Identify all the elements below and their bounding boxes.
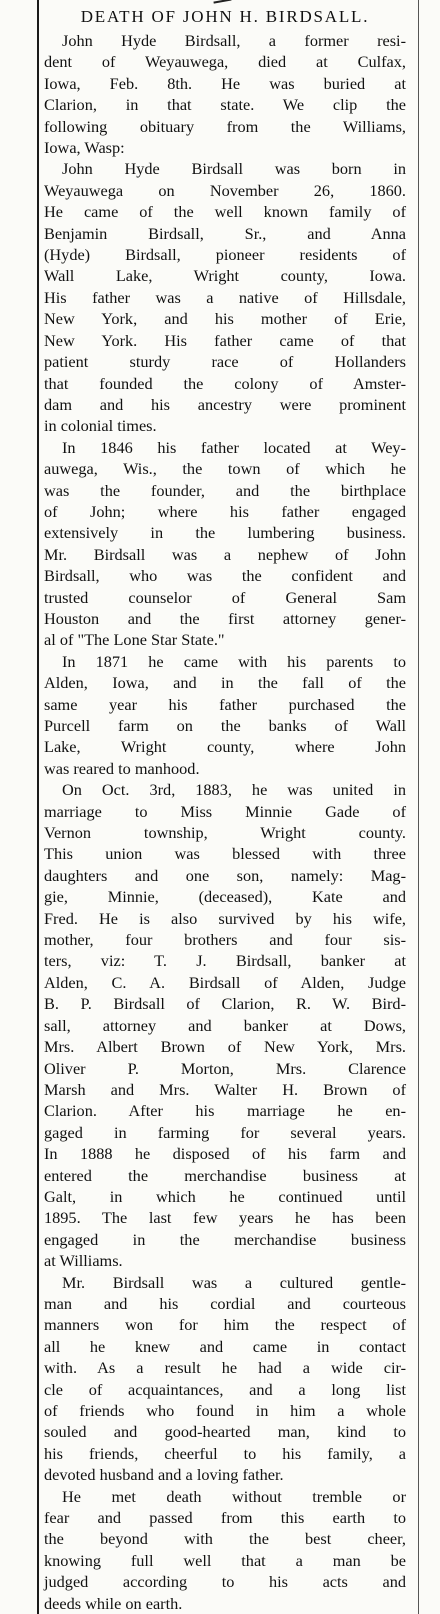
text-line: dam and his ancestry were prominent [44, 394, 406, 414]
text-line: extensively in the lumbering business. [44, 523, 406, 543]
text-line: judged according to his acts and [44, 1572, 406, 1592]
text-line: in colonial times. [44, 416, 157, 436]
text-line: was reared to manhood. [44, 758, 200, 778]
text-line: John Hyde Birdsall, a former resi- [62, 31, 406, 50]
text-line: manners won for him the respect of [44, 1315, 406, 1335]
text-line: at Williams. [44, 1251, 123, 1271]
text-line: marriage to Miss Minnie Gade of [44, 801, 406, 821]
text-line: with. As a result he had a wide cir- [44, 1358, 406, 1378]
text-line: He met death without tremble or [62, 1486, 406, 1506]
text-line: Benjamin Birdsall, Sr., and Anna [44, 223, 406, 243]
text-line: was the founder, and the birthplace [44, 480, 406, 500]
column-rule-left [37, 0, 39, 1614]
text-line: gaged in farming for several years. [44, 1122, 406, 1142]
article-paragraph [44, 779, 406, 1271]
text-line: Alden, C. A. Birdsall of Alden, Judge [44, 972, 406, 992]
text-line: al of "The Lone Star State." [44, 630, 225, 650]
text-line: This union was blessed with three [44, 844, 406, 864]
text-line: John Hyde Birdsall was born in [62, 159, 406, 179]
text-line: all he knew and came in contact [44, 1336, 406, 1356]
text-line: mother, four brothers and four sis- [44, 930, 406, 950]
column-rule-right [418, 0, 419, 1614]
text-line: Mr. Birdsall was a cultured gentle- [62, 1272, 406, 1292]
article-paragraph [44, 1272, 406, 1486]
text-line: His father was a native of Hillsdale, [44, 287, 406, 307]
text-line: Marsh and Mrs. Walter H. Brown of [44, 1079, 406, 1099]
text-line: sall, attorney and banker at Dows, [44, 1015, 406, 1035]
text-line: the beyond with the best cheer, [44, 1529, 406, 1549]
text-line: Alden, Iowa, and in the fall of the [44, 673, 406, 693]
text-line: Mrs. Albert Brown of New York, Mrs. [44, 1037, 406, 1057]
text-line: Iowa, Feb. 8th. He was buried at [44, 73, 406, 93]
text-line: daughters and one son, namely: Mag- [44, 865, 406, 885]
text-line: trusted counselor of General Sam [44, 587, 406, 607]
text-line: fear and passed from this earth to [44, 1508, 406, 1528]
text-line: He came of the well known family of [44, 202, 406, 222]
text-line: Galt, in which he continued until [44, 1186, 406, 1206]
article-paragraph [44, 437, 406, 651]
text-line: patient sturdy race of Hollanders [44, 352, 406, 372]
text-line: Vernon township, Wright county. [44, 823, 406, 843]
text-line: engaged in the merchandise business [44, 1229, 406, 1249]
text-line: Purcell farm on the banks of Wall [44, 716, 406, 735]
text-line: In 1871 he came with his parents to [62, 651, 406, 671]
text-line: of John; where his father engaged [44, 501, 406, 521]
article-body [44, 30, 406, 1614]
text-line: his friends, cheerful to his family, a [44, 1443, 406, 1463]
text-line: Lake, Wright county, where John [44, 737, 406, 757]
text-line: Mr. Birdsall was a nephew of John [44, 544, 406, 564]
text-line: Houston and the first attorney gener- [44, 608, 406, 628]
article-headline: DEATH OF JOHN H. BIRDSALL. [80, 7, 370, 26]
text-line: gie, Minnie, (deceased), Kate and [44, 887, 406, 907]
text-line: Clarion. After his marriage he en- [44, 1101, 406, 1121]
text-line: Birdsall, who was the confident and [44, 566, 406, 586]
text-line: Clarion, in that state. We clip the [44, 95, 406, 115]
text-line: 1895. The last few years he has been [44, 1208, 406, 1228]
text-line: same year his father purchased the [44, 694, 406, 714]
text-line: (Hyde) Birdsall, pioneer residents of [44, 245, 406, 265]
text-line: In 1888 he disposed of his farm and [44, 1144, 406, 1164]
text-line: knowing full well that a man be [44, 1550, 406, 1570]
text-line: entered the merchandise business at [44, 1165, 406, 1185]
text-line: Iowa, Wasp: [44, 138, 125, 158]
text-line: that founded the colony of Amster- [44, 373, 406, 393]
text-line: Fred. He is also survived by his wife, [44, 908, 406, 928]
text-line: On Oct. 3rd, 1883, he was united in [62, 780, 406, 800]
text-line: man and his cordial and courteous [44, 1293, 406, 1313]
text-line: B. P. Birdsall of Clarion, R. W. Bird- [44, 994, 406, 1014]
text-line: ters, viz: T. J. Birdsall, banker at [44, 951, 406, 971]
article-paragraph [44, 30, 406, 158]
text-line: cle of acquaintances, and a long list [44, 1379, 406, 1399]
text-line: auwega, Wis., the town of which he [44, 459, 406, 479]
text-line: of friends who found in him a whole [44, 1401, 406, 1420]
text-line: devoted husband and a loving father. [44, 1465, 284, 1485]
article-paragraph [44, 651, 406, 779]
text-line: deeds while on earth. [44, 1593, 183, 1613]
text-line: In 1846 his father located at Wey- [62, 437, 406, 457]
text-line: dent of Weyauwega, died at Culfax, [44, 52, 406, 72]
text-line: souled and good-hearted man, kind to [44, 1422, 406, 1442]
text-line: Oliver P. Morton, Mrs. Clarence [44, 1058, 406, 1078]
text-line: following obituary from the Williams, [44, 116, 406, 136]
text-line: Weyauwega on November 26, 1860. [44, 180, 406, 200]
text-line: New York. His father came of that [44, 330, 406, 350]
text-line: Wall Lake, Wright county, Iowa. [44, 266, 406, 286]
text-line: New York, and his mother of Erie, [44, 309, 406, 329]
article-paragraph [44, 158, 406, 436]
article-column [44, 6, 406, 1614]
article-paragraph [44, 1486, 406, 1614]
